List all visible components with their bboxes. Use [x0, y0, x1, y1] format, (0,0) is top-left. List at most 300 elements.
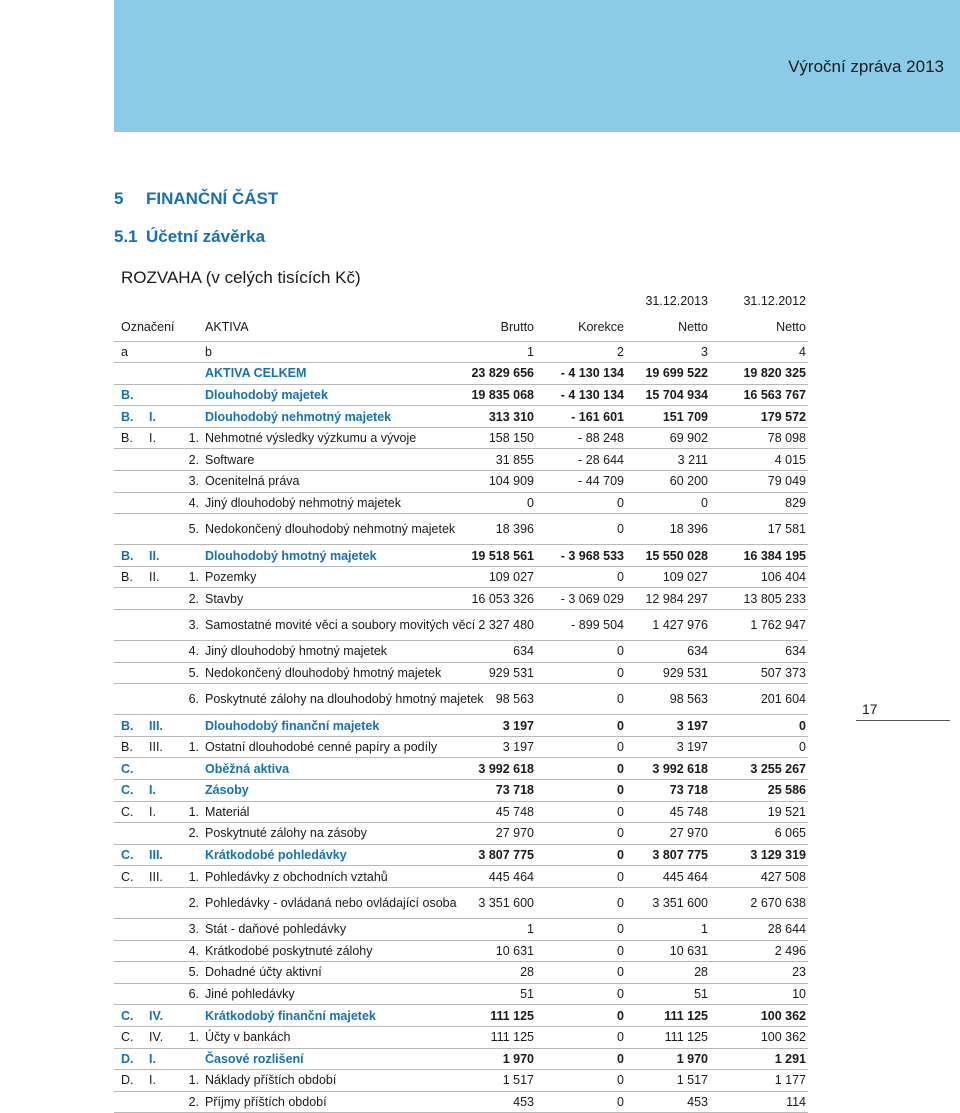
row-netto-2012: 16 563 767: [743, 387, 806, 402]
row-label: Materiál: [205, 804, 250, 819]
row-designation-a: [114, 983, 149, 1005]
row-designation-b: [149, 514, 175, 545]
row-netto-2012: 114: [786, 1095, 806, 1110]
table-row: [114, 514, 808, 545]
table-row: [114, 1026, 808, 1048]
header-col-4: Netto: [776, 319, 806, 334]
row-designation-b: [149, 588, 175, 610]
row-brutto: 2 327 480: [478, 618, 534, 633]
row-brutto: 0: [527, 495, 534, 510]
date-header-row: [114, 288, 808, 313]
table-row: [114, 566, 808, 588]
row-designation-a: [114, 641, 149, 663]
row-netto-2013: 151 709: [662, 409, 708, 424]
row-designation-b: I.: [149, 409, 156, 424]
section-title: FINANČNÍ ČÁST: [146, 189, 279, 208]
row-designation-b: III.: [149, 718, 163, 733]
row-netto-2012: 23: [792, 965, 806, 980]
row-designation-c: 3.: [188, 922, 199, 937]
date-label: [203, 288, 448, 313]
row-netto-2012: 0: [799, 740, 806, 755]
row-korekce: - 88 248: [578, 431, 624, 446]
subsection-title: Účetní závěrka: [146, 227, 266, 246]
row-designation-c: [175, 341, 203, 363]
row-designation-a: [114, 588, 149, 610]
row-designation-b: [149, 384, 175, 406]
date-designation-b: [149, 288, 175, 313]
row-label: Ocenitelná práva: [205, 474, 300, 489]
row-designation-b: [149, 363, 175, 385]
row-designation-c: [175, 1005, 203, 1027]
row-designation-b: [149, 471, 175, 493]
row-label: Krátkodobé poskytnuté zálohy: [205, 943, 373, 958]
row-label: Náklady příštích období: [205, 1073, 337, 1088]
row-netto-2012: 0: [799, 718, 806, 733]
row-korekce: 2: [617, 344, 624, 359]
section-heading: [114, 189, 278, 209]
balance-sheet-table: [114, 288, 808, 1113]
table-row: [114, 610, 808, 641]
row-netto-2013: 929 531: [662, 665, 708, 680]
row-netto-2013: 45 748: [669, 804, 708, 819]
table-row: [114, 887, 808, 918]
section-number: 5: [114, 189, 124, 208]
row-netto-2012: 3 255 267: [750, 761, 806, 776]
table-row: [114, 866, 808, 888]
row-label: Dlouhodobý finanční majetek: [205, 718, 380, 733]
row-label: Pozemky: [205, 570, 257, 585]
row-netto-2012: 2 670 638: [750, 895, 806, 910]
row-korekce: 0: [617, 848, 624, 863]
row-brutto: 111 125: [490, 1030, 534, 1045]
table-row-subtotal: [114, 844, 808, 866]
row-netto-2013: 1 517: [676, 1073, 708, 1088]
row-korekce: - 3 069 029: [560, 591, 624, 606]
row-netto-2013: 3: [701, 344, 708, 359]
row-designation-a: [114, 363, 149, 385]
row-netto-2012: 16 384 195: [743, 548, 806, 563]
row-netto-2012: 13 805 233: [743, 591, 806, 606]
row-korekce: 0: [617, 965, 624, 980]
row-designation-c: 2.: [188, 826, 199, 841]
row-label: Dlouhodobý majetek: [205, 387, 328, 402]
row-netto-2013: 73 718: [669, 783, 708, 798]
row-netto-2012: 19 820 325: [743, 366, 806, 381]
row-designation-b: I.: [149, 783, 156, 798]
table-row: [114, 823, 808, 845]
row-label: Ostatní dlouhodobé cenné papíry a podíly: [205, 740, 438, 755]
row-netto-2013: 634: [687, 644, 708, 659]
row-netto-2012: 78 098: [767, 431, 806, 446]
row-brutto: 18 396: [495, 522, 534, 537]
header-col-1: Brutto: [500, 319, 534, 334]
table-row: [114, 341, 808, 363]
row-brutto: 453: [513, 1095, 534, 1110]
row-designation-b: [149, 823, 175, 845]
row-netto-2013: 445 464: [662, 869, 708, 884]
row-designation-a: [114, 684, 149, 715]
row-netto-2012: 829: [785, 495, 806, 510]
table-row-subtotal: [114, 545, 808, 567]
row-designation-b: I.: [149, 804, 156, 819]
table-row-subtotal: [114, 715, 808, 737]
row-netto-2013: 18 396: [669, 522, 708, 537]
table-row: [114, 736, 808, 758]
row-label: Dlouhodobý nehmotný majetek: [205, 409, 392, 424]
row-designation-b: I.: [149, 1073, 156, 1088]
row-netto-2013: 51: [694, 987, 708, 1002]
row-netto-2012: 100 362: [760, 1030, 806, 1045]
row-designation-c: 4.: [188, 644, 199, 659]
row-netto-2013: 27 970: [669, 826, 708, 841]
date-designation-c: [175, 288, 203, 313]
report-title: Výroční zpráva 2013: [788, 57, 944, 76]
row-netto-2013: 69 902: [669, 431, 708, 446]
row-designation-c: 1.: [188, 1073, 199, 1088]
row-designation-b: III.: [149, 869, 163, 884]
row-netto-2012: 28 644: [767, 922, 806, 937]
table-row: [114, 427, 808, 449]
row-designation-c: 2.: [188, 1095, 199, 1110]
row-netto-2012: 1 762 947: [750, 618, 806, 633]
row-brutto: 3 992 618: [478, 761, 534, 776]
row-netto-2012: 1 177: [774, 1073, 806, 1088]
row-designation-a: B.: [121, 718, 134, 733]
row-korekce: 0: [617, 922, 624, 937]
row-label: Nedokončený dlouhodobý hmotný majetek: [205, 665, 442, 680]
header-banner: [114, 0, 960, 132]
row-label: Dlouhodobý hmotný majetek: [205, 548, 377, 563]
row-label: AKTIVA CELKEM: [205, 366, 307, 381]
row-label: Samostatné movité věci a soubory movitých věcí: [205, 618, 476, 633]
row-designation-c: 6.: [188, 692, 199, 707]
row-brutto: 1 970: [502, 1051, 534, 1066]
row-designation-a: [114, 492, 149, 514]
table-row-subtotal: [114, 363, 808, 385]
row-netto-2012: 4 015: [774, 452, 806, 467]
row-netto-2012: 507 373: [760, 665, 806, 680]
header-designation-c: [175, 313, 203, 341]
row-designation-a: C.: [121, 1030, 134, 1045]
row-korekce: 0: [617, 761, 624, 776]
row-netto-2012: 1 291: [774, 1051, 806, 1066]
row-designation-a: [114, 662, 149, 684]
row-label: Nehmotné výsledky výzkumu a vývoje: [205, 431, 417, 446]
row-netto-2013: 10 631: [669, 943, 708, 958]
row-designation-b: II.: [149, 570, 160, 585]
row-brutto: 3 197: [502, 718, 534, 733]
row-brutto: 10 631: [495, 943, 534, 958]
table-row-subtotal: [114, 1048, 808, 1070]
row-korekce: 0: [617, 869, 624, 884]
row-netto-2013: 28: [694, 965, 708, 980]
row-brutto: 51: [520, 987, 534, 1002]
row-designation-c: [175, 844, 203, 866]
row-brutto: 31 855: [495, 452, 534, 467]
row-designation-c: [175, 545, 203, 567]
row-netto-2012: 6 065: [774, 826, 806, 841]
row-designation-a: B.: [121, 431, 133, 446]
row-designation-b: [149, 341, 175, 363]
row-netto-2012: 179 572: [760, 409, 806, 424]
row-brutto: 111 125: [490, 1008, 534, 1023]
row-designation-a: a: [121, 344, 128, 359]
row-designation-c: 4.: [188, 943, 199, 958]
row-brutto: 3 351 600: [478, 895, 534, 910]
row-designation-a: C.: [121, 1008, 134, 1023]
row-designation-c: [175, 758, 203, 780]
column-header-row: [114, 313, 808, 341]
row-netto-2013: 3 807 775: [652, 848, 708, 863]
row-designation-c: 5.: [188, 522, 199, 537]
row-netto-2012: 2 496: [774, 943, 806, 958]
date-col-3: 31.12.2013: [645, 293, 708, 308]
row-designation-b: IV.: [149, 1030, 164, 1045]
row-brutto: 19 835 068: [471, 387, 534, 402]
row-netto-2013: 15 704 934: [645, 387, 708, 402]
row-brutto: 16 053 326: [471, 591, 534, 606]
row-designation-a: [114, 610, 149, 641]
row-brutto: 1: [527, 344, 534, 359]
row-netto-2012: 100 362: [760, 1008, 806, 1023]
row-designation-a: C.: [121, 761, 134, 776]
row-korekce: 0: [617, 1030, 624, 1045]
row-korekce: 0: [617, 804, 624, 819]
row-label: Účty v bankách: [205, 1030, 291, 1045]
row-label: Jiné pohledávky: [205, 987, 295, 1002]
row-designation-a: C.: [121, 783, 134, 798]
row-designation-a: C.: [121, 848, 134, 863]
row-brutto: 28: [520, 965, 534, 980]
row-designation-a: [114, 887, 149, 918]
header-col-2: Korekce: [578, 319, 624, 334]
row-designation-b: IV.: [149, 1008, 164, 1023]
row-designation-a: [114, 1091, 149, 1113]
row-label: Poskytnuté zálohy na dlouhodobý hmotný majetek: [205, 692, 484, 707]
row-brutto: 313 310: [488, 409, 534, 424]
row-brutto: 1 517: [502, 1073, 534, 1088]
row-netto-2013: 19 699 522: [645, 366, 708, 381]
row-brutto: 445 464: [488, 869, 534, 884]
row-designation-c: 3.: [188, 618, 199, 633]
row-label: Dohadné účty aktivní: [205, 965, 322, 980]
row-netto-2012: 427 508: [760, 869, 806, 884]
row-designation-b: [149, 983, 175, 1005]
row-designation-b: [149, 758, 175, 780]
header-col-3: Netto: [678, 319, 708, 334]
row-netto-2012: 10: [792, 987, 806, 1002]
row-netto-2013: 3 197: [676, 718, 708, 733]
row-label: Jiný dlouhodobý nehmotný majetek: [205, 495, 401, 510]
row-korekce: 0: [617, 1073, 624, 1088]
row-designation-a: [114, 962, 149, 984]
row-label: Časové rozlišení: [205, 1051, 304, 1066]
row-korekce: - 3 968 533: [560, 548, 624, 563]
row-korekce: 0: [617, 644, 624, 659]
date-col-2: [534, 288, 624, 313]
date-col-1: [448, 288, 534, 313]
table-row: [114, 801, 808, 823]
row-designation-c: [175, 780, 203, 802]
table-row: [114, 940, 808, 962]
table-row: [114, 1070, 808, 1092]
row-korekce: 0: [617, 522, 624, 537]
row-designation-a: C.: [121, 869, 134, 884]
table-row: [114, 684, 808, 715]
row-netto-2012: 3 129 319: [750, 848, 806, 863]
row-brutto: 109 027: [488, 570, 534, 585]
row-korekce: 0: [617, 692, 624, 707]
row-designation-b: [149, 449, 175, 471]
table-row: [114, 918, 808, 940]
table-row: [114, 962, 808, 984]
row-designation-c: 2.: [188, 452, 199, 467]
row-designation-c: 2.: [188, 895, 199, 910]
row-designation-a: [114, 514, 149, 545]
row-label: Oběžná aktiva: [205, 761, 290, 776]
row-designation-c: 1.: [188, 869, 199, 884]
row-korekce: 0: [617, 570, 624, 585]
row-designation-a: B.: [121, 740, 133, 755]
row-netto-2013: 3 211: [677, 452, 708, 467]
row-brutto: 158 150: [488, 431, 534, 446]
row-netto-2013: 3 992 618: [652, 761, 708, 776]
row-designation-b: III.: [149, 848, 163, 863]
row-designation-c: 4.: [188, 495, 199, 510]
row-designation-b: [149, 492, 175, 514]
subsection-number: 5.1: [114, 227, 138, 246]
row-korekce: 0: [617, 1051, 624, 1066]
row-label: Pohledávky z obchodních vztahů: [205, 869, 388, 884]
row-label: Stát - daňové pohledávky: [205, 922, 347, 937]
row-designation-a: B.: [121, 409, 134, 424]
row-designation-c: 1.: [188, 1030, 199, 1045]
row-korekce: 0: [617, 943, 624, 958]
row-designation-c: [175, 1048, 203, 1070]
row-netto-2013: 3 197: [676, 740, 708, 755]
row-label: Příjmy příštích období: [205, 1095, 327, 1110]
row-brutto: 634: [513, 644, 534, 659]
table-row-subtotal: [114, 1005, 808, 1027]
row-designation-c: 1.: [188, 740, 199, 755]
row-netto-2013: 0: [701, 495, 708, 510]
row-designation-a: B.: [121, 387, 134, 402]
row-brutto: 27 970: [495, 826, 534, 841]
row-designation-c: 1.: [188, 431, 199, 446]
row-label: Software: [205, 452, 255, 467]
table-row: [114, 449, 808, 471]
date-designation-a: [114, 288, 149, 313]
row-korekce: - 44 709: [578, 474, 624, 489]
row-designation-c: 1.: [188, 804, 199, 819]
table-row-subtotal: [114, 780, 808, 802]
row-designation-b: [149, 1091, 175, 1113]
row-designation-c: 6.: [188, 987, 199, 1002]
table-row: [114, 641, 808, 663]
row-designation-c: [175, 406, 203, 428]
row-label: Krátkodobý finanční majetek: [205, 1008, 376, 1023]
row-brutto: 45 748: [495, 804, 534, 819]
row-korekce: - 28 644: [578, 452, 624, 467]
row-brutto: 19 518 561: [471, 548, 534, 563]
row-label: Poskytnuté zálohy na zásoby: [205, 826, 367, 841]
row-label: Zásoby: [205, 783, 249, 798]
row-brutto: 3 197: [502, 740, 534, 755]
row-designation-b: [149, 641, 175, 663]
row-designation-c: [175, 363, 203, 385]
row-designation-b: [149, 918, 175, 940]
row-designation-a: C.: [121, 804, 134, 819]
row-designation-b: [149, 662, 175, 684]
table-row: [114, 471, 808, 493]
row-designation-b: [149, 940, 175, 962]
row-netto-2012: 19 521: [767, 804, 806, 819]
row-brutto: 1: [527, 922, 534, 937]
row-korekce: 0: [617, 665, 624, 680]
table-row-subtotal: [114, 406, 808, 428]
row-designation-a: D.: [121, 1051, 134, 1066]
table-row-subtotal: [114, 758, 808, 780]
row-netto-2013: 60 200: [669, 474, 708, 489]
table-row-subtotal: [114, 384, 808, 406]
row-designation-b: II.: [149, 548, 160, 563]
row-brutto: 23 829 656: [471, 366, 534, 381]
row-korekce: 0: [617, 1095, 624, 1110]
row-netto-2013: 15 550 028: [645, 548, 708, 563]
page-number-rule: [856, 720, 950, 721]
table-row: [114, 983, 808, 1005]
row-designation-b: [149, 962, 175, 984]
row-netto-2012: 201 604: [760, 692, 806, 707]
row-brutto: 3 807 775: [478, 848, 534, 863]
row-designation-a: [114, 471, 149, 493]
row-netto-2012: 17 581: [767, 522, 806, 537]
row-netto-2013: 3 351 600: [652, 895, 708, 910]
row-designation-b: [149, 610, 175, 641]
row-designation-a: B.: [121, 570, 133, 585]
row-designation-c: 1.: [188, 570, 199, 585]
row-designation-a: [114, 918, 149, 940]
row-netto-2012: 106 404: [760, 570, 806, 585]
row-korekce: 0: [617, 826, 624, 841]
row-netto-2012: 25 586: [767, 783, 806, 798]
row-netto-2013: 111 125: [664, 1008, 708, 1023]
row-designation-a: D.: [121, 1073, 134, 1088]
row-netto-2012: 634: [785, 644, 806, 659]
row-brutto: 98 563: [495, 692, 534, 707]
table-row: [114, 662, 808, 684]
row-korekce: 0: [617, 783, 624, 798]
page-number: 17: [862, 701, 878, 717]
row-designation-a: B.: [121, 548, 134, 563]
row-designation-b: [149, 684, 175, 715]
row-netto-2013: 1: [701, 922, 708, 937]
row-korekce: 0: [617, 895, 624, 910]
row-netto-2013: 1 970: [676, 1051, 708, 1066]
date-col-4: 31.12.2012: [743, 293, 806, 308]
row-korekce: - 899 504: [571, 618, 624, 633]
row-label: b: [205, 344, 212, 359]
row-designation-a: [114, 940, 149, 962]
table-row: [114, 588, 808, 610]
row-netto-2013: 12 984 297: [645, 591, 708, 606]
row-designation-b: [149, 887, 175, 918]
row-korekce: 0: [617, 495, 624, 510]
row-designation-a: [114, 823, 149, 845]
row-designation-b: III.: [149, 740, 163, 755]
row-korekce: 0: [617, 987, 624, 1002]
row-designation-c: 5.: [188, 665, 199, 680]
